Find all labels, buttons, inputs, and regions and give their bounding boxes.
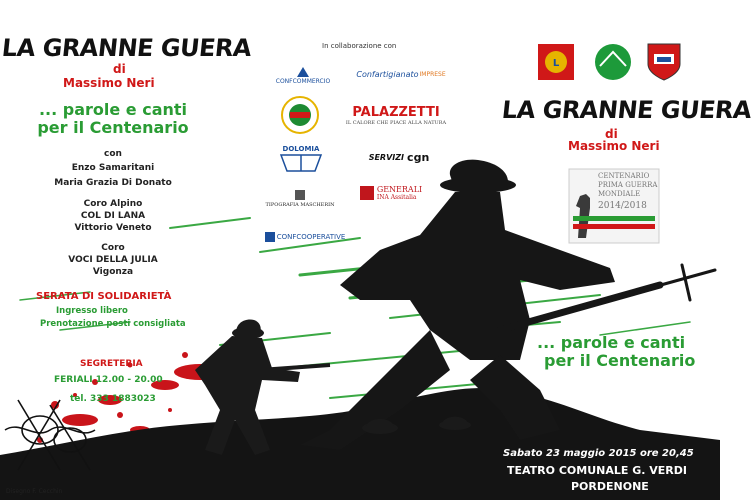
sponsors-header: In collaborazione con xyxy=(322,42,397,50)
confcommercio-logo xyxy=(272,60,334,90)
centenario-years: 2014/2018 xyxy=(598,201,647,211)
event-city: PORDENONE xyxy=(571,480,649,493)
coro2-label: Coro xyxy=(101,243,125,253)
lions-emblem-icon xyxy=(536,42,576,82)
coro1-name: COL DI LANA xyxy=(80,211,146,221)
generali-lion-icon xyxy=(360,186,374,200)
coro1-label: Coro Alpino xyxy=(83,199,143,209)
left-tagline-2: per il Centenario xyxy=(37,118,189,137)
palazzetti-label: PALAZZETTI xyxy=(352,104,440,120)
telephone: tel. 333 1883023 xyxy=(70,394,156,404)
eurosit-emblem-icon xyxy=(280,95,320,135)
servizi-cgn-logo xyxy=(358,148,440,166)
city-crest-icon xyxy=(644,40,684,82)
dolomia-emblem-icon xyxy=(277,153,325,173)
centenario-line-2: PRIMA GUERRA xyxy=(598,181,658,189)
centenario-emblem xyxy=(568,168,660,244)
performer-1: Enzo Samaritani xyxy=(71,163,155,173)
generali-sub: INA Assitalia xyxy=(376,194,417,201)
eurosit-logo xyxy=(278,93,322,137)
coro2-city: Vigonza xyxy=(92,267,134,277)
confartigianato-label: Confartigianato xyxy=(356,69,419,79)
right-author: Massimo Neri xyxy=(568,139,660,153)
event-date: Sabato 23 maggio 2015 ore 20,45 xyxy=(503,448,694,459)
left-con: con xyxy=(104,149,122,159)
segreteria: SEGRETERIA xyxy=(80,359,143,369)
prenotazione: Prenotazione posti consigliata xyxy=(40,319,186,329)
confcommercio-emblem-icon xyxy=(296,66,310,78)
left-tagline-1: ... parole e canti xyxy=(38,100,188,119)
coro2-name: VOCI DELLA JULIA xyxy=(68,255,158,265)
confartigianato-logo xyxy=(346,66,456,82)
generali-text-group xyxy=(377,185,422,201)
tipografia-emblem-icon xyxy=(293,188,307,202)
servizi-label: SERVIZI xyxy=(368,152,405,162)
ana-alpini-logo xyxy=(592,42,634,82)
confcooperative-emblem-icon xyxy=(265,232,275,242)
palazzetti-slogan: IL CALORE CHE PIACE ALLA NATURA xyxy=(345,119,447,126)
right-di: di xyxy=(605,127,618,141)
lions-club-logo xyxy=(536,42,576,82)
tipografia-label: TIPOGRAFIA MASCHERIN xyxy=(265,202,335,208)
right-title: LA GRANNE GUERA xyxy=(500,96,753,124)
palazzetti-logo xyxy=(344,104,448,126)
right-tagline-2: per il Centenario xyxy=(544,351,696,370)
confcooperative-label: CONFCOOPERATIVE xyxy=(276,233,346,241)
artist-credit: Disegno F. Cecchin xyxy=(6,488,63,495)
feriali: FERIALI 12.00 - 20.00 xyxy=(54,375,163,385)
confcooperative-logo xyxy=(262,228,348,246)
confcommercio-label: CONFCOMMERCIO xyxy=(275,77,331,85)
ingresso-libero: Ingresso libero xyxy=(56,306,128,316)
confartigianato-imprese: IMPRESE xyxy=(419,70,446,78)
left-di: di xyxy=(113,62,126,76)
generali-logo xyxy=(358,181,424,205)
ana-alpini-emblem-icon xyxy=(592,42,634,82)
left-title: LA GRANNE GUERA xyxy=(0,34,253,62)
coro1-city: Vittorio Veneto xyxy=(74,223,152,233)
pordenone-crest-logo xyxy=(644,40,684,82)
dolomia-logo xyxy=(274,143,328,175)
tipografia-logo xyxy=(262,184,338,212)
cgn-label: cgn xyxy=(407,150,430,164)
dolomia-label: DOLOMIA xyxy=(282,145,320,153)
left-author: Massimo Neri xyxy=(63,76,155,90)
svg-text:L: L xyxy=(552,58,560,69)
centenario-line-1: CENTENARIO xyxy=(598,172,650,180)
serata-solidarieta: SERATA DI SOLIDARIETÀ xyxy=(36,291,172,302)
generali-label: GENERALI xyxy=(376,185,423,194)
centenario-line-3: MONDIALE xyxy=(598,190,641,198)
performer-2: Maria Grazia Di Donato xyxy=(54,178,172,188)
event-venue: TEATRO COMUNALE G. VERDI xyxy=(507,464,687,477)
right-tagline-1: ... parole e canti xyxy=(537,333,686,352)
